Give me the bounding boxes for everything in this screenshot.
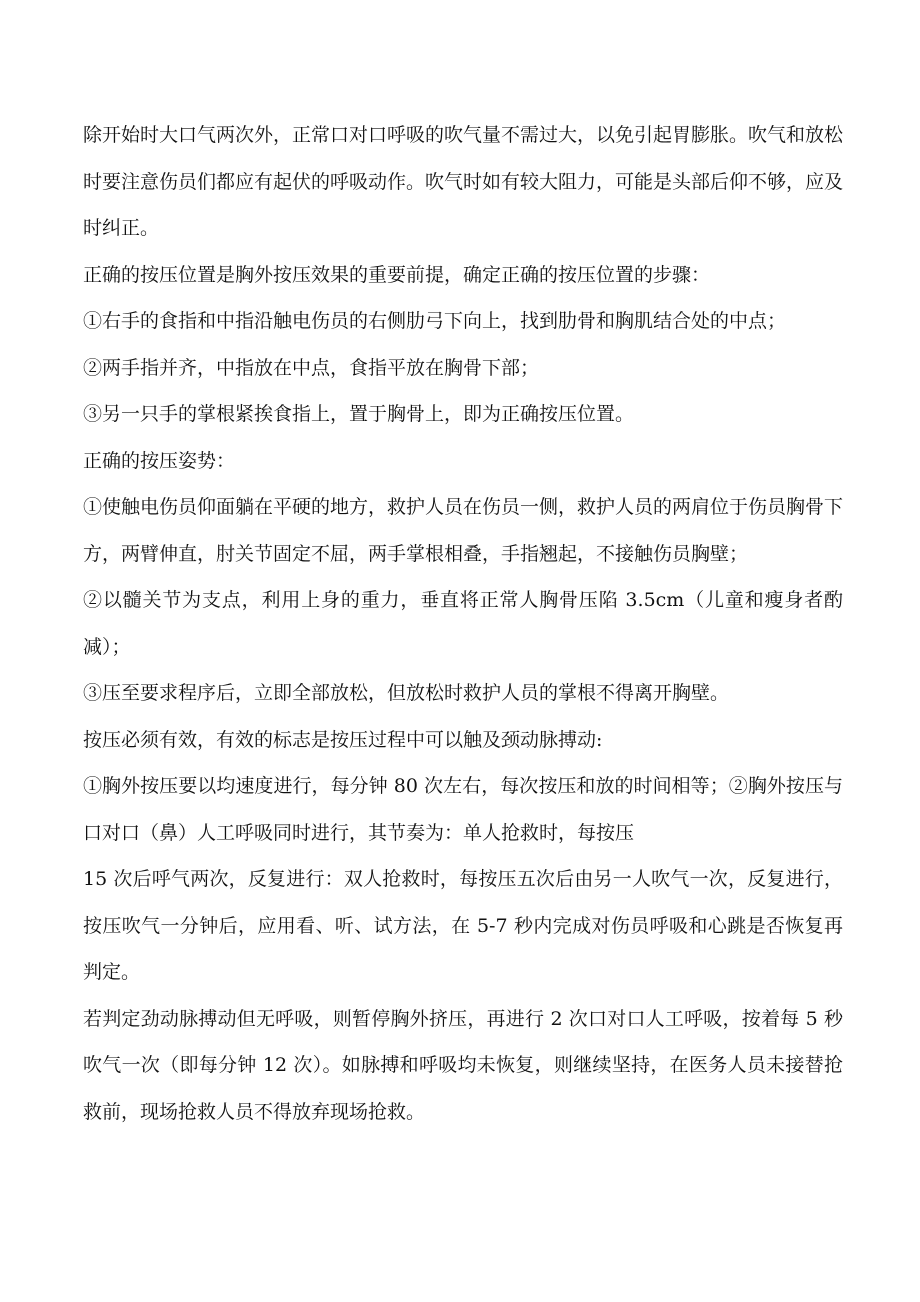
paragraph-judgement: 若判定劲动脉搏动但无呼吸，则暂停胸外挤压，再进行 2 次口对口人工呼吸，按着每 5 秒吹气一次（即每分钟 12 次）。如脉搏和呼吸均未恢复，则继续坚持，在医务人员未接替抢救前，现场抢救人员不得放弃现场抢救。 — [83, 1007, 843, 1123]
paragraph-rhythm-part-1: ①胸外按压要以均速度进行，每分钟 80 次左右，每次按压和放的时间相等；②胸外按压与口对口（鼻）人工呼吸同时进行，其节奏为：单人抢救时，每按压 — [83, 775, 843, 844]
paragraph-position-step-3: ③另一只手的掌根紧挨食指上，置于胸骨上，即为正确按压位置。 — [83, 403, 635, 425]
paragraph-press-position-intro: 正确的按压位置是胸外按压效果的重要前提，确定正确的按压位置的步骤： — [83, 263, 711, 286]
paragraph-posture-step-2: ②以髓关节为支点，利用上身的重力，垂直将正常人胸骨压陷 3.5cm（儿童和瘦身者酌减）； — [83, 589, 843, 658]
paragraph-posture-heading: 正确的按压姿势： — [83, 449, 236, 472]
paragraph-position-step-2: ②两手指并齐，中指放在中点，食指平放在胸骨下部； — [83, 356, 540, 379]
paragraph-posture-step-3: ③压至要求程序后，立即全部放松，但放松时救护人员的掌根不得离开胸壁。 — [83, 682, 730, 704]
paragraph-breathing-notes: 除开始时大口气两次外，正常口对口呼吸的吹气量不需过大，以免引起胃膨胀。吹气和放松时要注意伤员们都应有起伏的呼吸动作。吹气时如有较大阻力，可能是头部后仰不够，应及时纠正。 — [83, 124, 844, 239]
paragraph-position-step-1: ①右手的食指和中指沿触电伤员的右侧肋弓下向上，找到肋骨和胸肌结合处的中点； — [83, 310, 787, 332]
document-body — [83, 112, 843, 1135]
paragraph-posture-step-1: ①使触电伤员仰面躺在平硬的地方，救护人员在伤员一侧，救护人员的两肩位于伤员胸骨下方，两臂伸直，肘关节固定不屈，两手掌根相叠，手指翘起，不接触伤员胸壁； — [83, 496, 844, 565]
paragraph-rhythm-part-2: 15 次后呼气两次，反复进行：双人抢救时，每按压五次后由另一人吹气一次，反复进行，按压吹气一分钟后，应用看、听、试方法，在 5-7 秒内完成对伤员呼吸和心跳是否恢复再判定。 — [83, 868, 843, 983]
paragraph-effective-heading: 按压必须有效，有效的标志是按压过程中可以触及颈动脉搏动: — [83, 728, 603, 751]
